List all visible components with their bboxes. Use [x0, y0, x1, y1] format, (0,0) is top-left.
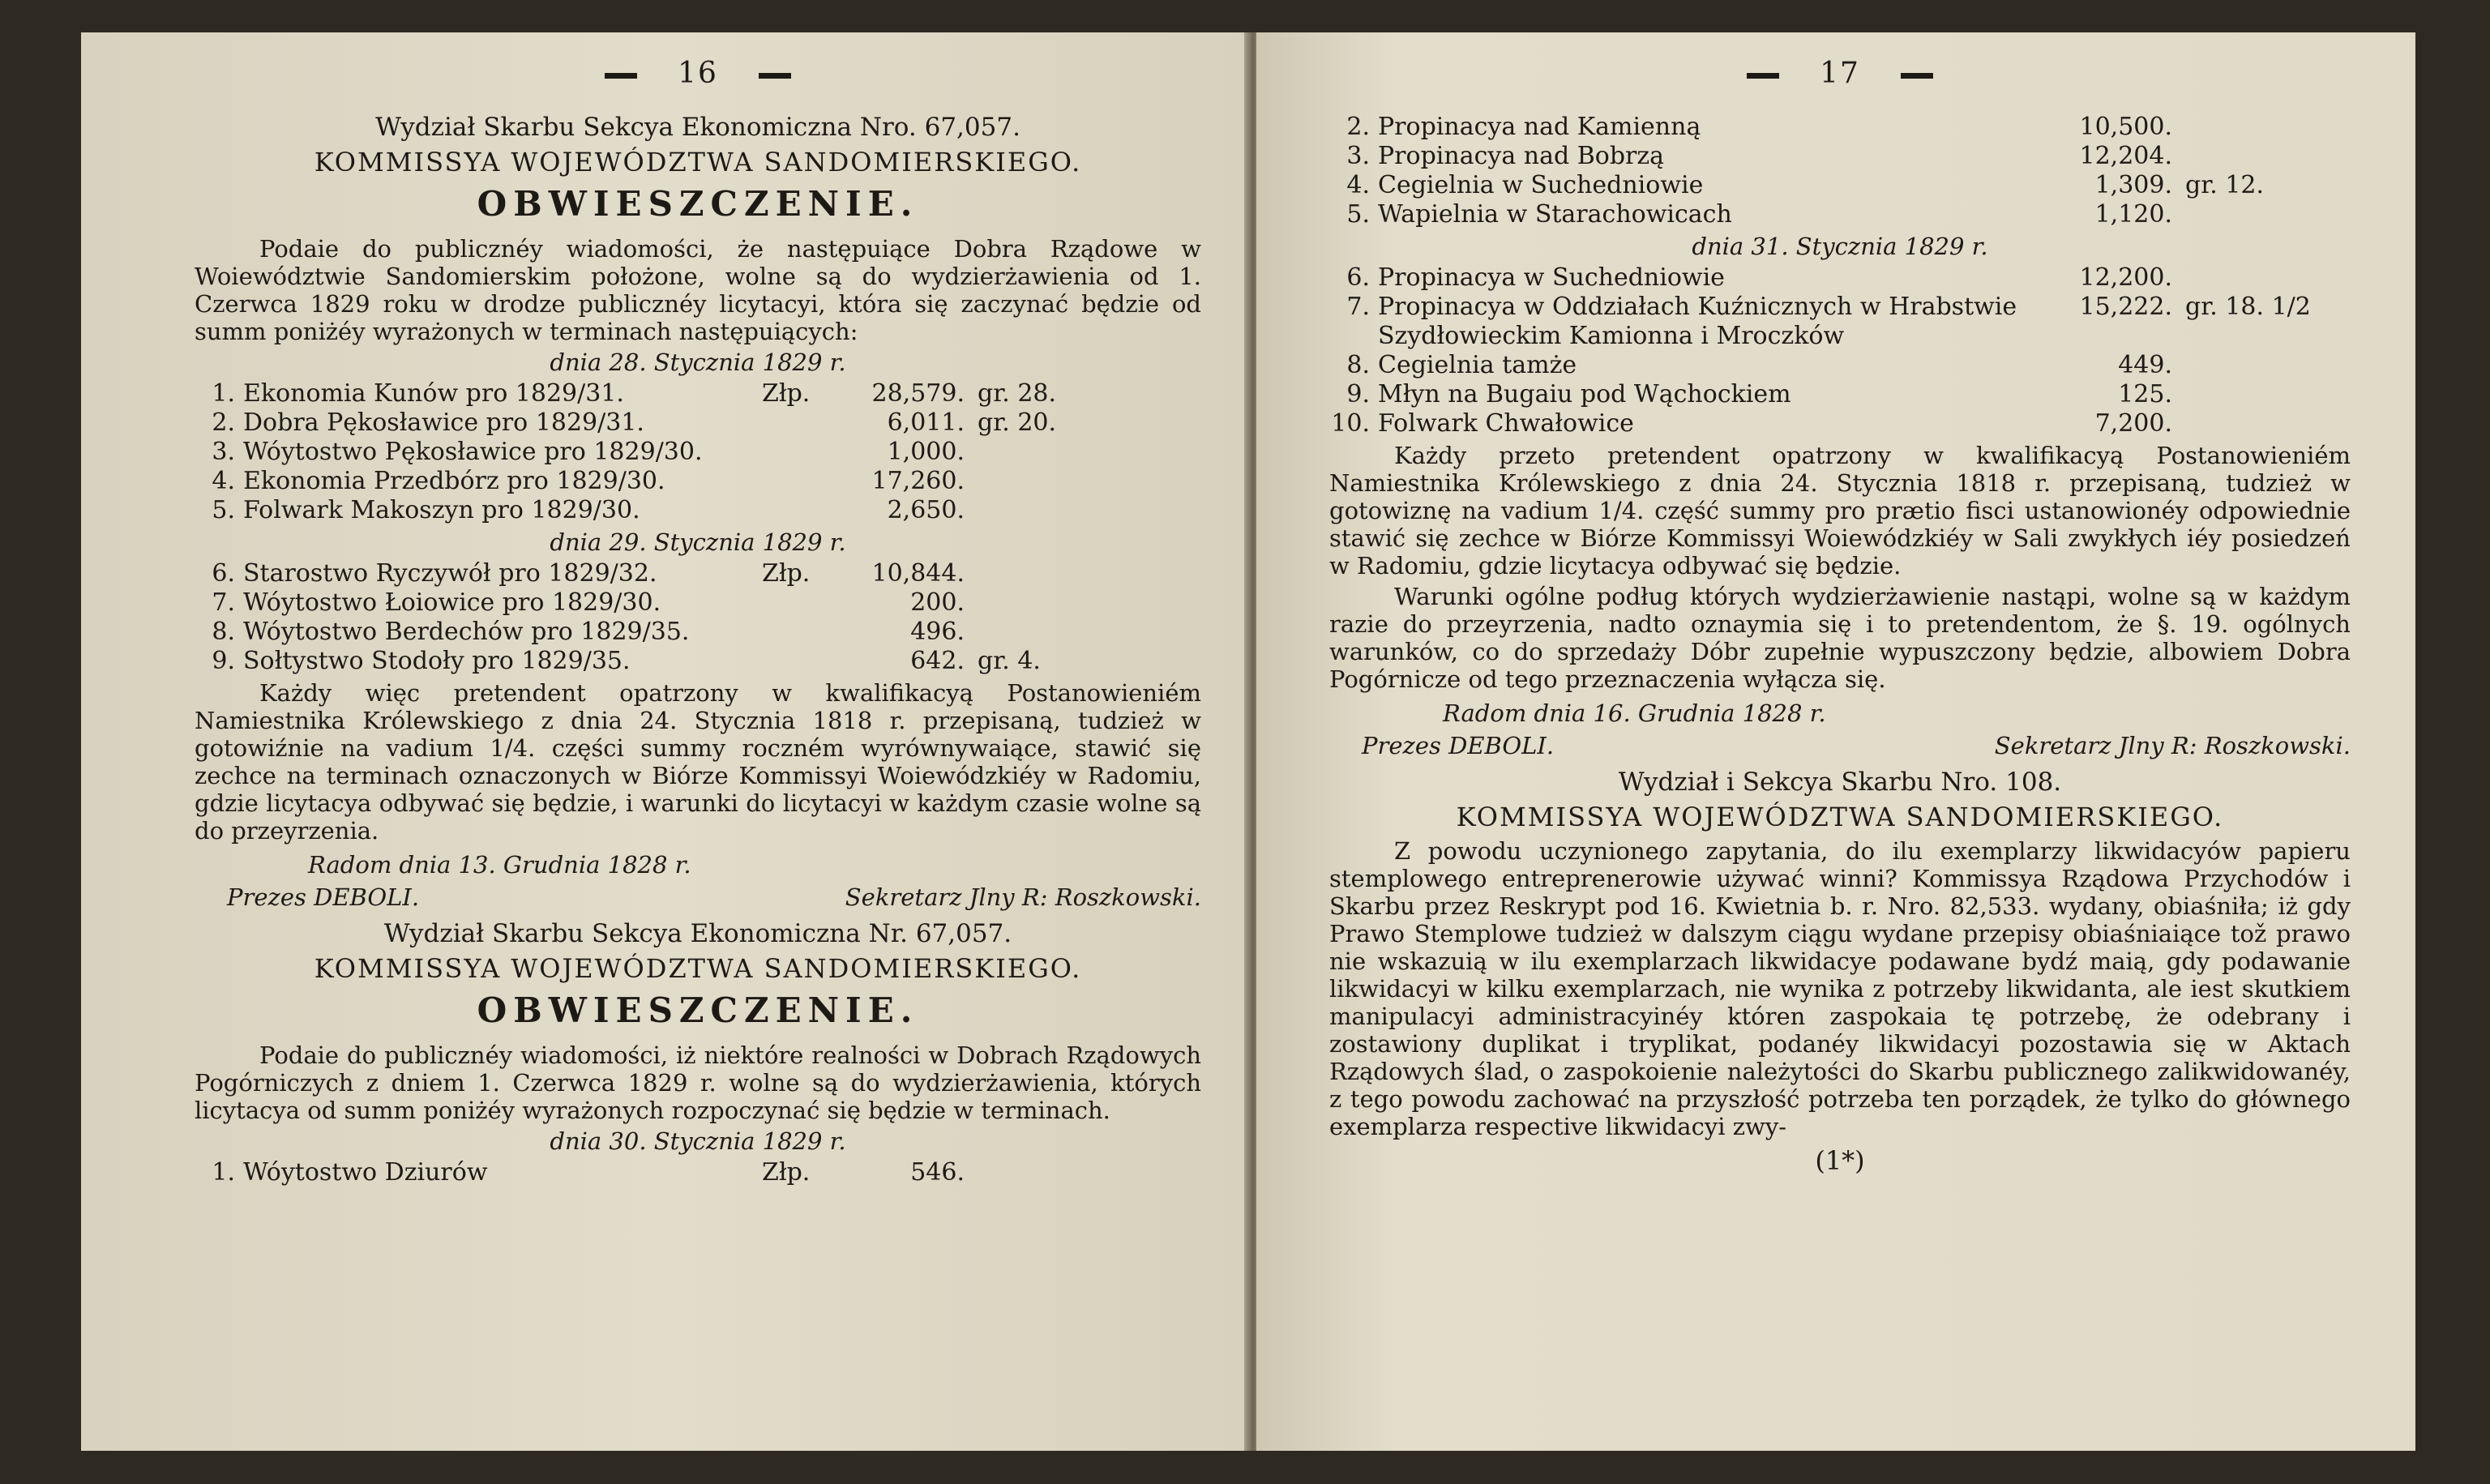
list-item: 5. Wapielnia w Starachowicach 1,120.: [1346, 200, 2172, 229]
list-item: 8. Wóytostwo Berdechów pro 1829/35. 496.: [212, 618, 965, 646]
page-number-right: 17: [1329, 57, 2351, 90]
list-item: 1. Wóytostwo Dziurów Złp. 546.: [212, 1158, 965, 1187]
list-item: 2. Propinacya nad Kamienną 10,500.: [1346, 113, 2172, 141]
notice1-date2: dnia 29. Stycznia 1829 r.: [550, 528, 846, 556]
page-number-left: 16: [195, 57, 1201, 90]
notice1-place-date: Radom dnia 13. Grudnia 1828 r.: [308, 851, 691, 879]
notice2-commission: KOMMISSYA WOJEWÓDZTWA SANDOMIERSKIEGO.: [314, 953, 1082, 984]
list-item: 6. Propinacya w Suchedniowie 12,200.: [1346, 263, 2172, 292]
right-para2: Warunki ogólne podług których wydzierżawienie nastąpi, wolne są w każdym razie do przeyrzenia, nadto oznaymia się i to pretendentom, że §. 19. ogólnych warunków, co do sprzedaży Dóbr zupełnie wypuszczony będzie, albowiem Dobra Pogórnicze od tego przeznaczenia wyłącza się.: [1329, 583, 2351, 693]
right-signatures: [1362, 732, 2351, 759]
notice2-date1: dnia 30. Stycznia 1829 r.: [550, 1127, 846, 1155]
list-item: 7. Wóytostwo Łoiowice pro 1829/30. 200.: [212, 588, 965, 617]
dash-decoration: [1901, 73, 1933, 79]
notice1-heading: OBWIESZCZENIE.: [477, 184, 919, 224]
notice1-intro: Podaie do publicznéy wiadomości, że następuiące Dobra Rządowe w Woiewództwie Sandomierskim położone, wolne są do wydzierżawienia od 1. Czerwca 1829 roku w drodze publicznéy licytacyi, która się zaczynać będzie od summ poniżéy wyrażonych w terminach następuiących:: [195, 235, 1201, 345]
secretary-signature: Sekretarz Jlny R: Roszkowski.: [845, 883, 1201, 911]
list-item: 9. Młyn na Bugaiu pod Wąchockiem 125.: [1346, 380, 2172, 408]
notice1-items2: [195, 559, 1201, 676]
list-item: 2. Dobra Pękosławice pro 1829/31. 6,011. gr. 20.: [212, 408, 1057, 437]
notice2-ref: Wydział Skarbu Sekcya Ekonomiczna Nr. 67,057.: [383, 919, 1012, 948]
notice1-items1: [195, 379, 1201, 525]
president-signature: Prezes DEBOLI.: [1362, 732, 1555, 759]
right-date-a: dnia 31. Stycznia 1829 r.: [1692, 233, 1988, 260]
right-items-a: [1329, 113, 2351, 229]
list-item: 9. Sołtystwo Stodoły pro 1829/35. 642. gr. 4.: [212, 647, 1041, 675]
dash-decoration: [605, 73, 637, 79]
list-item: 8. Cegielnia tamże 449.: [1346, 351, 2172, 379]
right-items-b: [1329, 263, 2351, 438]
notice3-body: Z powodu uczynionego zapytania, do ilu exemplarzy likwidacyów papieru stemplowego entreprenerowie używać winni? Kommissya Rządowa Przychodów i Skarbu przez Reskrypt pod 16. Kwietnia b. r. Nro. 82,533. wydany, obiaśniła; iż gdy Prawo Stemplowe tudzież w dalszym ciągu wydane przepisy obiaśniaiące tož prawo nie wskazuią w ilu exemplarzach likwidacye podawane bydź maią, gdy podawanie likwidacyi w kilku exemplarzach, nie wynika z potrzeby likwidanta, ale iest skutkiem manipulacyi administracyinéy któren zaspokaia tę potrzebę, że odebrany i zostawiony duplikat i tryplikat, podanéy likwidacyi pozostawia się w Aktach Rządowych ślad, o zaspokoienie należytości do Skarbu publicznego zalikwidowanéy, z tego powodu zachować na przyszłość potrzeba ten porządek, że tylko do głównego exemplarza respective likwidacyi zwy-: [1329, 837, 2351, 1140]
dash-decoration: [1747, 73, 1779, 79]
dash-decoration: [759, 73, 791, 79]
notice3-ref: Wydział i Sekcya Skarbu Nro. 108.: [1618, 768, 2062, 797]
secretary-signature: Sekretarz Jlny R: Roszkowski.: [1994, 732, 2351, 759]
president-signature: Prezes DEBOLI.: [227, 883, 420, 911]
list-item: 5. Folwark Makoszyn pro 1829/30. 2,650.: [212, 496, 965, 524]
notice1-signatures: [227, 883, 1201, 911]
notice1-commission: KOMMISSYA WOJEWÓDZTWA SANDOMIERSKIEGO.: [314, 147, 1082, 177]
list-item: 4. Cegielnia w Suchedniowie 1,309. gr. 12.: [1346, 171, 2265, 199]
list-item: 7. Propinacya w Oddziałach Kuźnicznych w Hrabstwie Szydłowieckim Kamionna i Mroczków 15,222. gr. 18. 1/2: [1346, 293, 2311, 350]
notice1-date1: dnia 28. Stycznia 1829 r.: [550, 349, 846, 376]
list-item: 3. Propinacya nad Bobrzą 12,204.: [1346, 142, 2172, 170]
footer-mark: (1*): [1815, 1145, 1865, 1176]
notice2-intro: Podaie do publicznéy wiadomości, iż niektóre realności w Dobrach Rządowych Pogórniczych z dniem 1. Czerwca 1829 r. wolne są do wydzierżawienia, których licytacya od summ poniżéy wyrażonych rozpoczynać się będzie w terminach.: [195, 1041, 1201, 1124]
list-item: 10. Folwark Chwałowice 7,200.: [1331, 409, 2172, 438]
list-item: 1. Ekonomia Kunów pro 1829/31. Złp. 28,579. gr. 28.: [212, 379, 1057, 408]
list-item: 3. Wóytostwo Pękosławice pro 1829/30. 1,000.: [212, 438, 965, 466]
list-item: 6. Starostwo Ryczywół pro 1829/32. Złp. 10,844.: [212, 559, 965, 588]
notice3-commission: KOMMISSYA WOJEWÓDZTWA SANDOMIERSKIEGO.: [1456, 802, 2224, 832]
right-place-date: Radom dnia 16. Grudnia 1828 r.: [1443, 699, 1826, 727]
notice1-ref: Wydział Skarbu Sekcya Ekonomiczna Nro. 67,057.: [375, 113, 1020, 142]
list-item: 4. Ekonomia Przedbórz pro 1829/30. 17,260.: [212, 467, 965, 495]
right-para1: Każdy przeto pretendent opatrzony w kwalifikacyą Postanowieniém Namiestnika Królewskiego z dnia 24. Stycznia 1818 r. przepisaną, tudzież w gotowiznę na vadium 1/4. część summy pro prætio fisci ustanowionéy odpowiednie stawić się zechce w Biórze Kommissyi Woiewódzkiéy w Sali zwykłych iéy posiedzeń w Radomiu, gdzie licytacya odbywać się będzie.: [1329, 442, 2351, 579]
left-page: [81, 32, 1250, 1451]
right-page: [1256, 32, 2415, 1451]
notice1-body: Każdy więc pretendent opatrzony w kwalifikacyą Postanowieniém Namiestnika Królewskiego z dnia 24. Stycznia 1818 r. przepisaną, tudzież w gotowiźnie na vadium 1/4. części summy roczném wyrównywaiące, stawić się zechce na terminach oznaczonych w Biórze Kommissyi Woiewódzkiéy w Radomiu, gdzie licytacya odbywać się będzie, i warunki do licytacyi w każdym czasie wolne są do przeyrzenia.: [195, 679, 1201, 845]
notice2-heading: OBWIESZCZENIE.: [477, 990, 919, 1030]
